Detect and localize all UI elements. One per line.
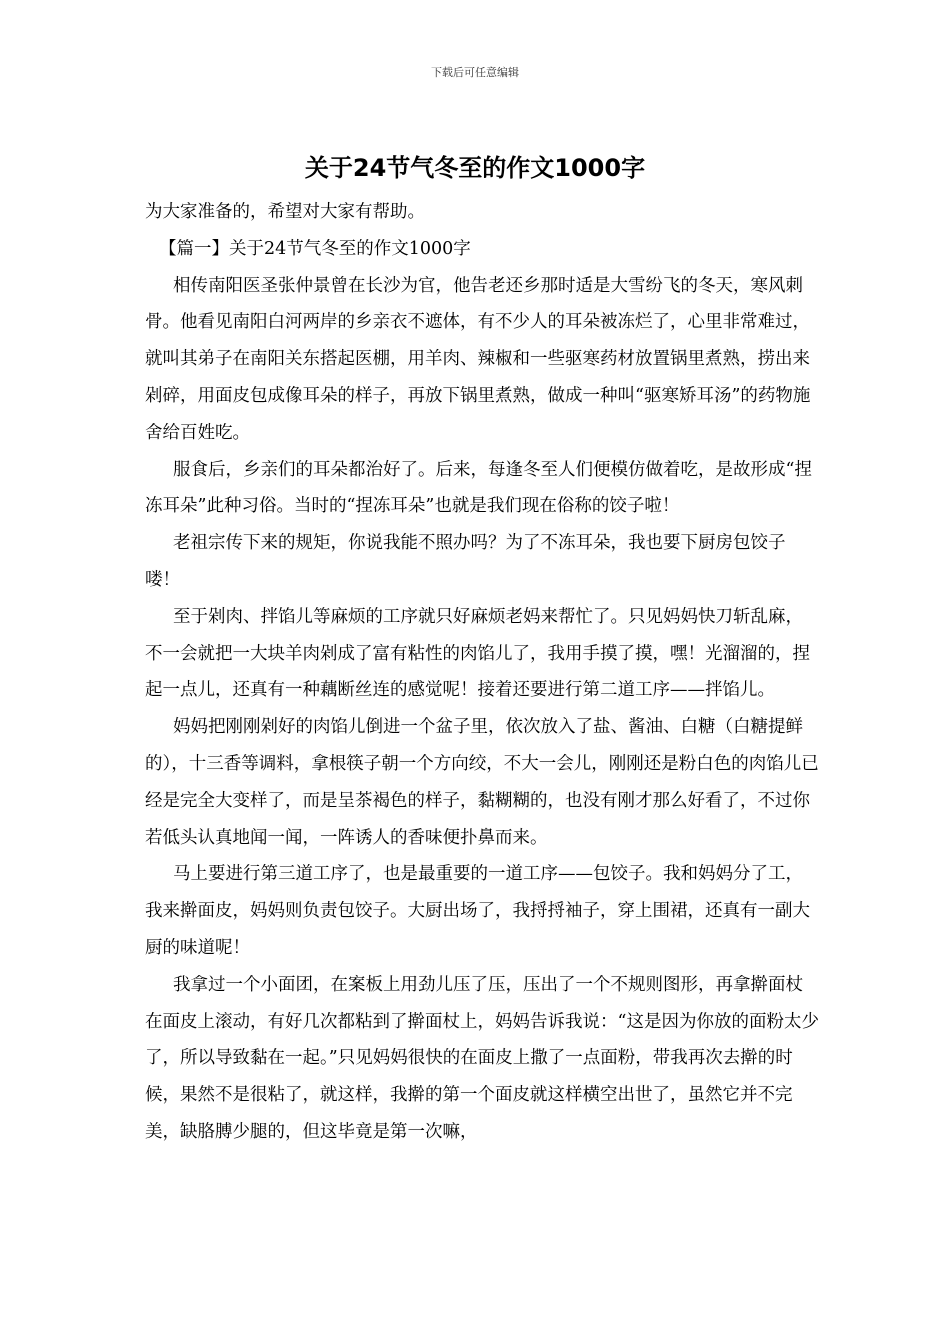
body-paragraph-3: 老祖宗传下来的规矩，你说我能不照办吗？为了不冻耳朵，我也要下厨房包饺子喽！: [145, 533, 786, 590]
document-title: 关于24节气冬至的作文1000字: [304, 154, 646, 182]
intro-paragraph: 为大家准备的，希望对大家有帮助。: [145, 202, 425, 222]
body-paragraph-1: 相传南阳医圣张仲景曾在长沙为官，他告老还乡那时适是大雪纷飞的冬天，寒风刺骨。他看见南阳白河两岸的乡亲衣不遮体，有不少人的耳朵被冻烂了，心里非常难过，就叫其弟子在南阳关东搭起医棚，用羊肉、辣椒和一些驱寒药材放置锅里煮熟，捞出来剁碎，用面皮包成像耳朵的样子，再放下锅里煮熟，做成一种叫“驱寒矫耳汤”的药物施舍给百姓吃。: [145, 275, 811, 443]
body-paragraph-6: 马上要进行第三道工序了，也是最重要的一道工序——包饺子。我和妈妈分了工，我来擀面皮，妈妈则负责包饺子。大厨出场了，我捋捋袖子，穿上围裙，还真有一副大厨的味道呢！: [145, 864, 810, 958]
body-paragraph-5: 妈妈把刚刚剁好的肉馅儿倒进一个盆子里，依次放入了盐、酱油、白糖（白糖提鲜的），十三香等调料，拿根筷子朝一个方向绞，不大一会儿，刚刚还是粉白色的肉馅儿已经是完全大变样了，而是呈茶褐色的样子，黏糊糊的，也没有刚才那么好看了，不过你若低头认真地闻一闻，一阵诱人的香味便扑鼻而来。: [145, 717, 819, 848]
body-paragraph-7: 我拿过一个小面团，在案板上用劲儿压了压，压出了一个不规则图形，再拿擀面杖在面皮上滚动，有好几次都粘到了擀面杖上，妈妈告诉我说：“这是因为你放的面粉太少了，所以导致黏在一起。”只见妈妈很快的在面皮上撒了一点面粉，带我再次去擀的时候，果然不是很粘了，就这样，我擀的第一个面皮就这样横空出世了，虽然它并不完美，缺胳膊少腿的，但这毕竟是第一次嘛，: [145, 974, 819, 1142]
body-paragraph-4: 至于剁肉、拌馅儿等麻烦的工序就只好麻烦老妈来帮忙了。只见妈妈快刀斩乱麻，不一会就把一大块羊肉剁成了富有粘性的肉馅儿了，我用手摸了摸，嘿！光溜溜的，捏起一点儿，还真有一种藕断丝连的感觉呢！接着还要进行第二道工序——拌馅儿。: [145, 606, 810, 701]
body-paragraph-2: 服食后，乡亲们的耳朵都治好了。后来，每逢冬至人们便模仿做着吃，是故形成“捏冻耳朵”此种习俗。当时的“捏冻耳朵”也就是我们现在俗称的饺子啦！: [145, 459, 812, 517]
header-note: 下载后可任意编辑: [431, 66, 519, 79]
document-body: [145, 194, 820, 1151]
section-heading: 【篇一】关于24节气冬至的作文1000字: [159, 238, 471, 259]
